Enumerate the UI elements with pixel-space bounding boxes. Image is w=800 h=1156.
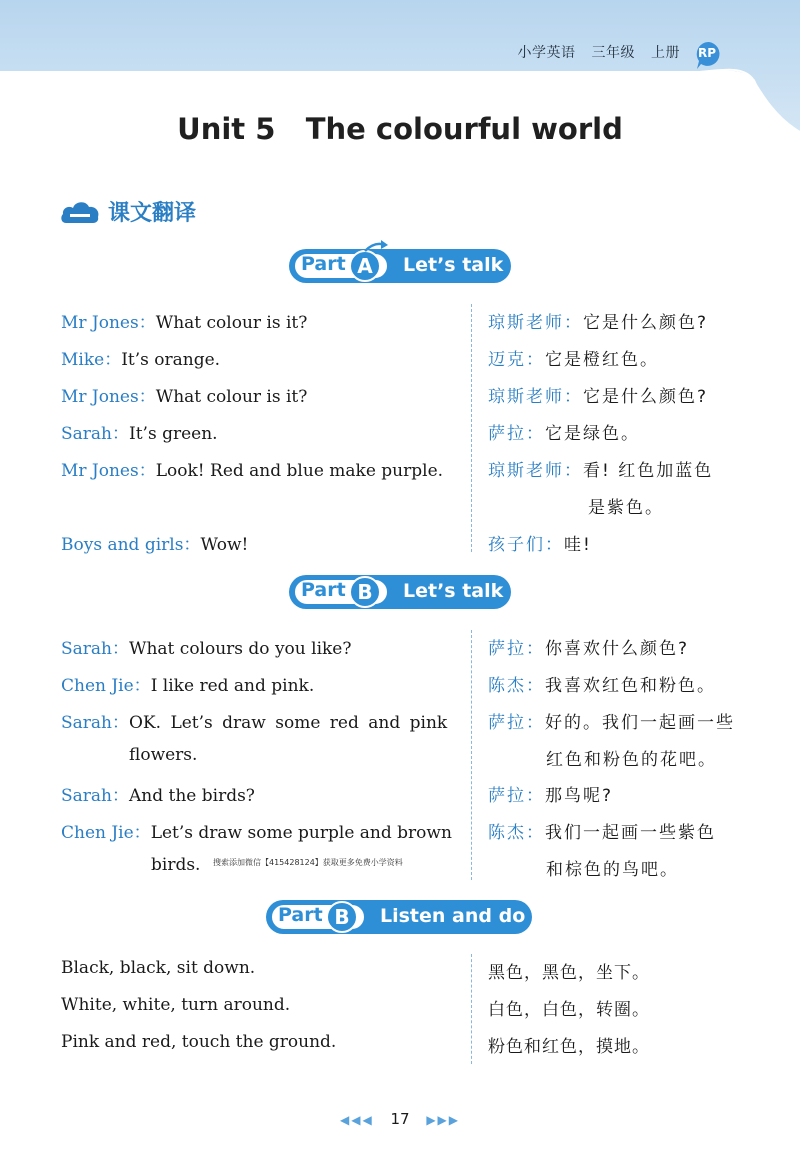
part-b2-letter: B bbox=[326, 901, 358, 933]
translation-text: 那鸟呢? bbox=[545, 786, 614, 806]
speaker: 琼斯老师： bbox=[488, 387, 583, 407]
part-a-en-line bbox=[61, 419, 218, 444]
chant-translation: 黑色，黑色，坐下。 bbox=[488, 963, 650, 983]
section-heading bbox=[60, 196, 196, 227]
translation-text: 我喜欢红色和粉色。 bbox=[545, 676, 716, 696]
dialogue-text: OK. Let’s draw some red and pink bbox=[129, 713, 448, 733]
part-b-word: Part bbox=[301, 579, 346, 601]
series-label bbox=[518, 42, 681, 62]
part-a-cn-cont: 是紫色。 bbox=[588, 498, 664, 518]
speaker: 陈杰： bbox=[488, 823, 545, 843]
dialogue-text: Let’s draw some purple and brown bbox=[150, 823, 452, 843]
part-b-en-cont: birds. bbox=[151, 855, 201, 875]
dialogue-text: Wow! bbox=[200, 535, 249, 555]
speaker: Mike： bbox=[61, 350, 122, 370]
part-b-en-line bbox=[61, 818, 452, 843]
speaker: Mr Jones： bbox=[61, 313, 156, 333]
speaker: 琼斯老师： bbox=[488, 461, 583, 481]
part-b-banner bbox=[289, 575, 511, 609]
translation-text: 它是什么颜色? bbox=[583, 387, 709, 407]
series-grade: 三年级 bbox=[591, 45, 635, 61]
chant-line: White, white, turn around. bbox=[61, 995, 291, 1015]
translation-text: 你喜欢什么颜色? bbox=[545, 639, 690, 659]
part-a-cn-line bbox=[488, 308, 708, 333]
part-a-cn-line bbox=[488, 530, 592, 555]
translation-text: 看! 红色加蓝色 bbox=[583, 461, 714, 481]
translation-text: 好的。我们一起画一些 bbox=[545, 713, 735, 733]
speaker: Sarah： bbox=[61, 713, 129, 733]
watermark-text: 搜索添加微信【415428124】获取更多免费小学资料 bbox=[213, 858, 403, 867]
part-a-title: Let’s talk bbox=[403, 254, 504, 276]
chant-line: Black, black, sit down. bbox=[61, 958, 256, 978]
speaker: Mr Jones： bbox=[61, 387, 156, 407]
arrow-icon bbox=[363, 239, 389, 253]
rp-badge-text: RP bbox=[698, 46, 717, 60]
part-b2-title: Listen and do bbox=[380, 905, 526, 927]
dialogue-text: What colour is it? bbox=[155, 387, 308, 407]
page-footer bbox=[0, 1110, 800, 1128]
part-a-en-line bbox=[61, 456, 443, 481]
translation-text: 它是绿色。 bbox=[545, 424, 640, 444]
translation-text: 它是什么颜色? bbox=[583, 313, 709, 333]
part-b-letter: B bbox=[349, 576, 381, 608]
chant-line: Pink and red, touch the ground. bbox=[61, 1032, 337, 1052]
series-volume: 上册 bbox=[651, 45, 680, 61]
translation-text: 哇! bbox=[564, 535, 592, 555]
speaker: 萨拉： bbox=[488, 424, 545, 444]
rp-badge bbox=[694, 40, 724, 74]
unit-title: Unit 5 The colourful world bbox=[177, 112, 623, 146]
part-b-en-line bbox=[61, 708, 447, 733]
left-triangles-icon: ◀◀◀ bbox=[339, 1113, 374, 1127]
part-a-cn-line bbox=[488, 419, 640, 444]
part-a-letter: A bbox=[349, 250, 381, 282]
chant-translation: 粉色和红色，摸地。 bbox=[488, 1037, 650, 1057]
part-a-cn-line bbox=[488, 456, 713, 481]
dialogue-text: It’s orange. bbox=[121, 350, 221, 370]
dialogue-text: And the birds? bbox=[129, 786, 255, 806]
part-b-en-line bbox=[61, 671, 314, 696]
part-b-cn-line bbox=[488, 781, 613, 806]
dialogue-text: What colours do you like? bbox=[129, 639, 352, 659]
speaker: Sarah： bbox=[61, 786, 129, 806]
part-a-en-line bbox=[61, 530, 248, 555]
speaker: 萨拉： bbox=[488, 639, 545, 659]
part-b-cn-line bbox=[488, 671, 716, 696]
dialogue-text: Look! Red and blue make purple. bbox=[155, 461, 444, 481]
part-a-banner bbox=[289, 249, 511, 283]
speaker: 迈克： bbox=[488, 350, 545, 370]
part-b-en-line bbox=[61, 781, 255, 806]
part-b-cn-line bbox=[488, 634, 689, 659]
speaker: Mr Jones： bbox=[61, 461, 156, 481]
part-b-cn-line bbox=[488, 708, 735, 733]
translation-text: 我们一起画一些紫色 bbox=[545, 823, 716, 843]
cloud-one-icon bbox=[60, 199, 100, 225]
speaker: Chen Jie： bbox=[61, 676, 151, 696]
part-a-en-line bbox=[61, 308, 307, 333]
chant-translation: 白色，白色，转圈。 bbox=[488, 1000, 650, 1020]
part-b-cn-line bbox=[488, 818, 716, 843]
part-b2-word: Part bbox=[278, 904, 323, 926]
section-label: 课文翻译 bbox=[108, 201, 197, 226]
part-a-en-line bbox=[61, 382, 307, 407]
speaker: 琼斯老师： bbox=[488, 313, 583, 333]
right-triangles-icon: ▶▶▶ bbox=[426, 1113, 461, 1127]
part-b-listen-banner bbox=[266, 900, 532, 934]
part-a-cn-line bbox=[488, 345, 659, 370]
dialogue-text: It’s green. bbox=[129, 424, 218, 444]
translation-text: 它是橙红色。 bbox=[545, 350, 659, 370]
part-b-cn-cont: 红色和粉色的花吧。 bbox=[546, 750, 717, 770]
part-b-cn-cont: 和棕色的鸟吧。 bbox=[546, 860, 679, 880]
part-c-divider bbox=[471, 954, 472, 1064]
part-b-en-cont: flowers. bbox=[129, 745, 198, 765]
page-number: 17 bbox=[390, 1110, 410, 1128]
part-a-cn-line bbox=[488, 382, 708, 407]
speaker: Sarah： bbox=[61, 424, 129, 444]
series-subject: 小学英语 bbox=[517, 45, 576, 61]
speaker: Boys and girls： bbox=[61, 535, 201, 555]
speaker: 萨拉： bbox=[488, 713, 545, 733]
part-b-divider bbox=[471, 630, 472, 880]
dialogue-text: What colour is it? bbox=[155, 313, 308, 333]
part-a-word: Part bbox=[301, 253, 346, 275]
part-a-en-line bbox=[61, 345, 220, 370]
speaker: Sarah： bbox=[61, 639, 129, 659]
speaker: 孩子们： bbox=[488, 535, 564, 555]
dialogue-text: I like red and pink. bbox=[150, 676, 315, 696]
speaker: 萨拉： bbox=[488, 786, 545, 806]
part-b-title: Let’s talk bbox=[403, 580, 504, 602]
speaker: Chen Jie： bbox=[61, 823, 151, 843]
part-a-divider bbox=[471, 304, 472, 552]
part-b-en-line bbox=[61, 634, 352, 659]
speaker: 陈杰： bbox=[488, 676, 545, 696]
